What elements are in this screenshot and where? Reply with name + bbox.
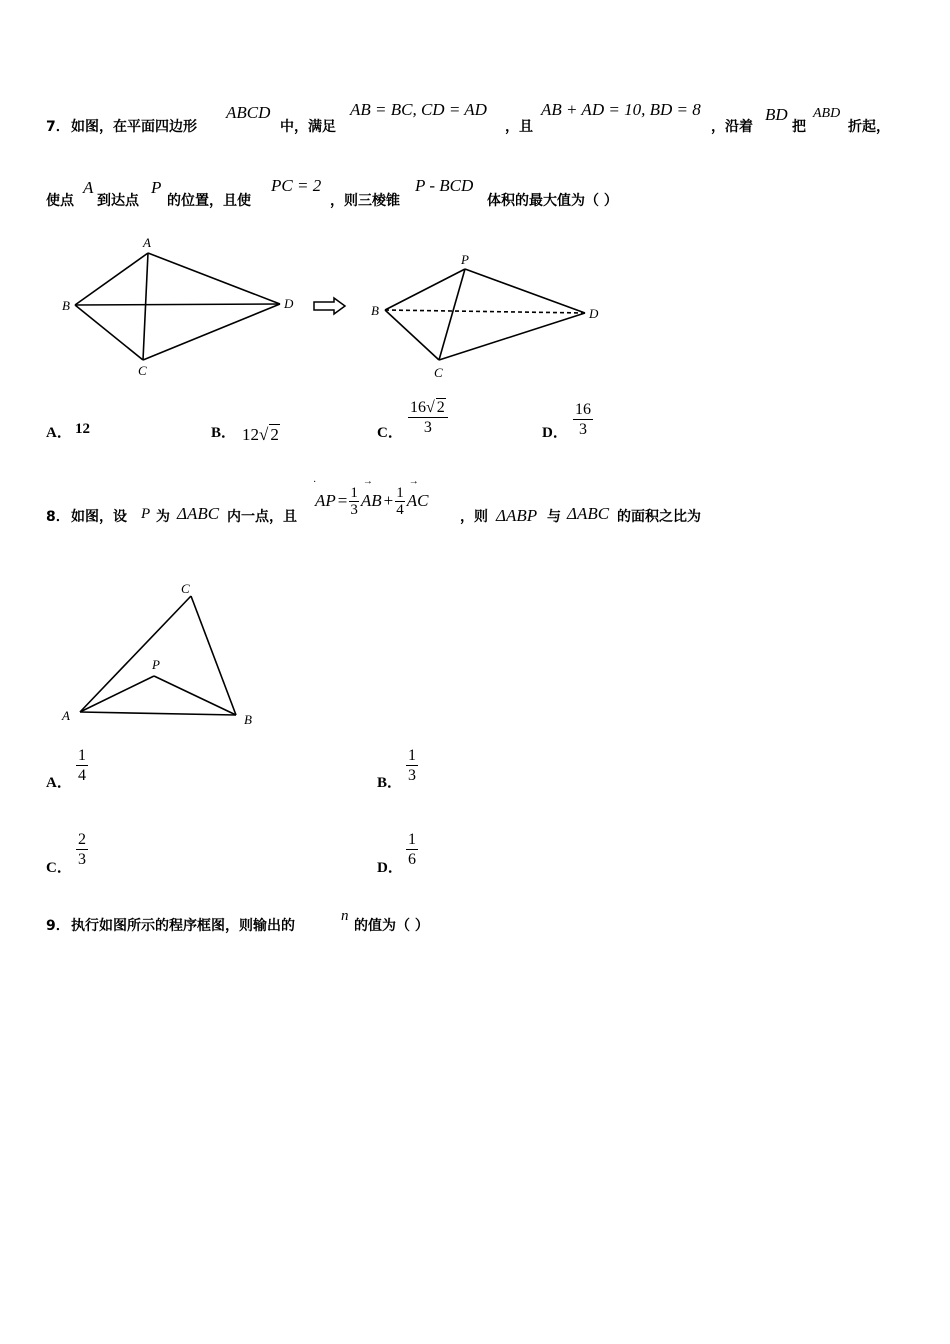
q7-fig1-label-a: A <box>143 235 151 250</box>
q8-vector-ac: → AC <box>406 476 429 510</box>
q8-fraction-one-third: $\frac{1}{3}$ <box>350 484 358 518</box>
q8-option-b-label: B． <box>377 775 403 791</box>
q7-text-10: ，则三棱锥 <box>330 193 400 209</box>
q8-vector-ab: → AB <box>360 476 382 510</box>
q7-bd: BD <box>765 105 788 124</box>
q7-fig1-label-d: D <box>284 296 294 311</box>
q8-option-d-label: D． <box>377 860 403 876</box>
q8-option-a-value: $\frac{1}{4}$ <box>78 747 86 784</box>
q8-option-d-value: $\frac{1}{6}$ <box>408 831 416 868</box>
q7-condition-1: AB = BC, CD = AD <box>350 100 487 119</box>
q9-number: 9． <box>46 918 70 934</box>
q7-quad-name: ABCD <box>226 103 271 122</box>
q8-fig-label-c: C <box>181 581 190 596</box>
q7-text-6: 折起， <box>848 119 890 135</box>
q8-figure-triangle <box>55 575 275 735</box>
q7-fig2-label-c: C <box>434 365 443 380</box>
q7-option-d-label: D． <box>542 425 568 441</box>
q7-fig2-label-p: P <box>461 252 469 267</box>
q7-option-a-label: A． <box>46 425 72 441</box>
q7-text-5: 把 <box>792 119 806 135</box>
q7-fig1-label-c: C <box>138 363 147 378</box>
q7-option-b-value: 12√ 2 <box>242 425 279 444</box>
q8-text-2: 为 <box>156 509 170 525</box>
q7-point-p: P <box>151 178 162 197</box>
q8-plus: + <box>383 491 394 510</box>
q8-triangle-abc: ΔABC <box>177 504 220 523</box>
q7-text-4: ，沿着 <box>711 119 753 135</box>
q8-text-3: 内一点，且 <box>227 509 297 525</box>
q8-point-p: P <box>141 506 151 522</box>
q7-option-d-value: $\frac{16}{3}$ <box>575 401 591 438</box>
q7-figure-pyramid <box>365 250 615 385</box>
q8-option-c-label: C． <box>46 860 72 876</box>
q8-vector-equation <box>315 476 428 526</box>
q8-fig-label-b: B <box>244 712 252 727</box>
q7-point-a: A <box>83 178 94 197</box>
q7-text-7: 使点 <box>46 193 74 209</box>
q9-text-1: 执行如图所示的程序框图，则输出的 <box>71 918 295 934</box>
q7-text-3: ，且 <box>505 119 533 135</box>
q7-option-a-value: 12 <box>75 421 90 437</box>
double-arrow-icon <box>312 296 348 316</box>
q8-option-a-label: A． <box>46 775 72 791</box>
q7-text-2: 中，满足 <box>280 119 336 135</box>
q7-pc: PC = 2 <box>271 176 322 195</box>
q7-option-c-value: $\frac{16√ 2}{3}$ <box>408 398 448 437</box>
q8-text-6: 的面积之比为 <box>617 509 701 525</box>
q7-number: 7． <box>46 119 70 135</box>
q7-abd: ABD <box>813 106 841 121</box>
q8-triangle-abc-2: ΔABC <box>567 504 610 523</box>
q7-option-c-label: C． <box>377 425 403 441</box>
q8-option-c-value: $\frac{2}{3}$ <box>78 831 86 868</box>
q8-triangle-abp: ΔABP <box>496 506 538 525</box>
q7-text-1: 如图，在平面四边形 <box>71 119 197 135</box>
q7-option-b-label: B． <box>211 425 237 441</box>
q8-number: 8． <box>46 509 70 525</box>
q8-fraction-one-quarter: $\frac{1}{4}$ <box>396 484 404 518</box>
q8-fig-label-a: A <box>62 708 70 723</box>
q9-variable-n: n <box>341 908 349 924</box>
q8-text-1: 如图，设 <box>71 509 127 525</box>
q7-text-11: 体积的最大值为（ ） <box>487 193 618 209</box>
q8-vector-ap: · AP <box>313 477 336 510</box>
q9-text-2: 的值为（ ） <box>354 918 429 934</box>
q7-text-8: 到达点 <box>97 193 139 209</box>
q7-condition-2: AB + AD = 10, BD = 8 <box>541 100 701 119</box>
q7-figure-quadrilateral <box>55 232 305 382</box>
q8-option-b-value: $\frac{1}{3}$ <box>408 747 416 784</box>
q7-fig1-label-b: B <box>62 298 70 313</box>
q7-fig2-label-d: D <box>589 306 599 321</box>
q7-pyramid: P - BCD <box>415 176 474 195</box>
q7-text-9: 的位置，且使 <box>167 193 251 209</box>
q7-fig2-label-b: B <box>371 303 379 318</box>
q8-fig-label-p: P <box>152 657 160 672</box>
q8-text-5: 与 <box>547 509 561 525</box>
q8-text-4: ，则 <box>460 509 488 525</box>
q8-equals: = <box>337 491 348 510</box>
